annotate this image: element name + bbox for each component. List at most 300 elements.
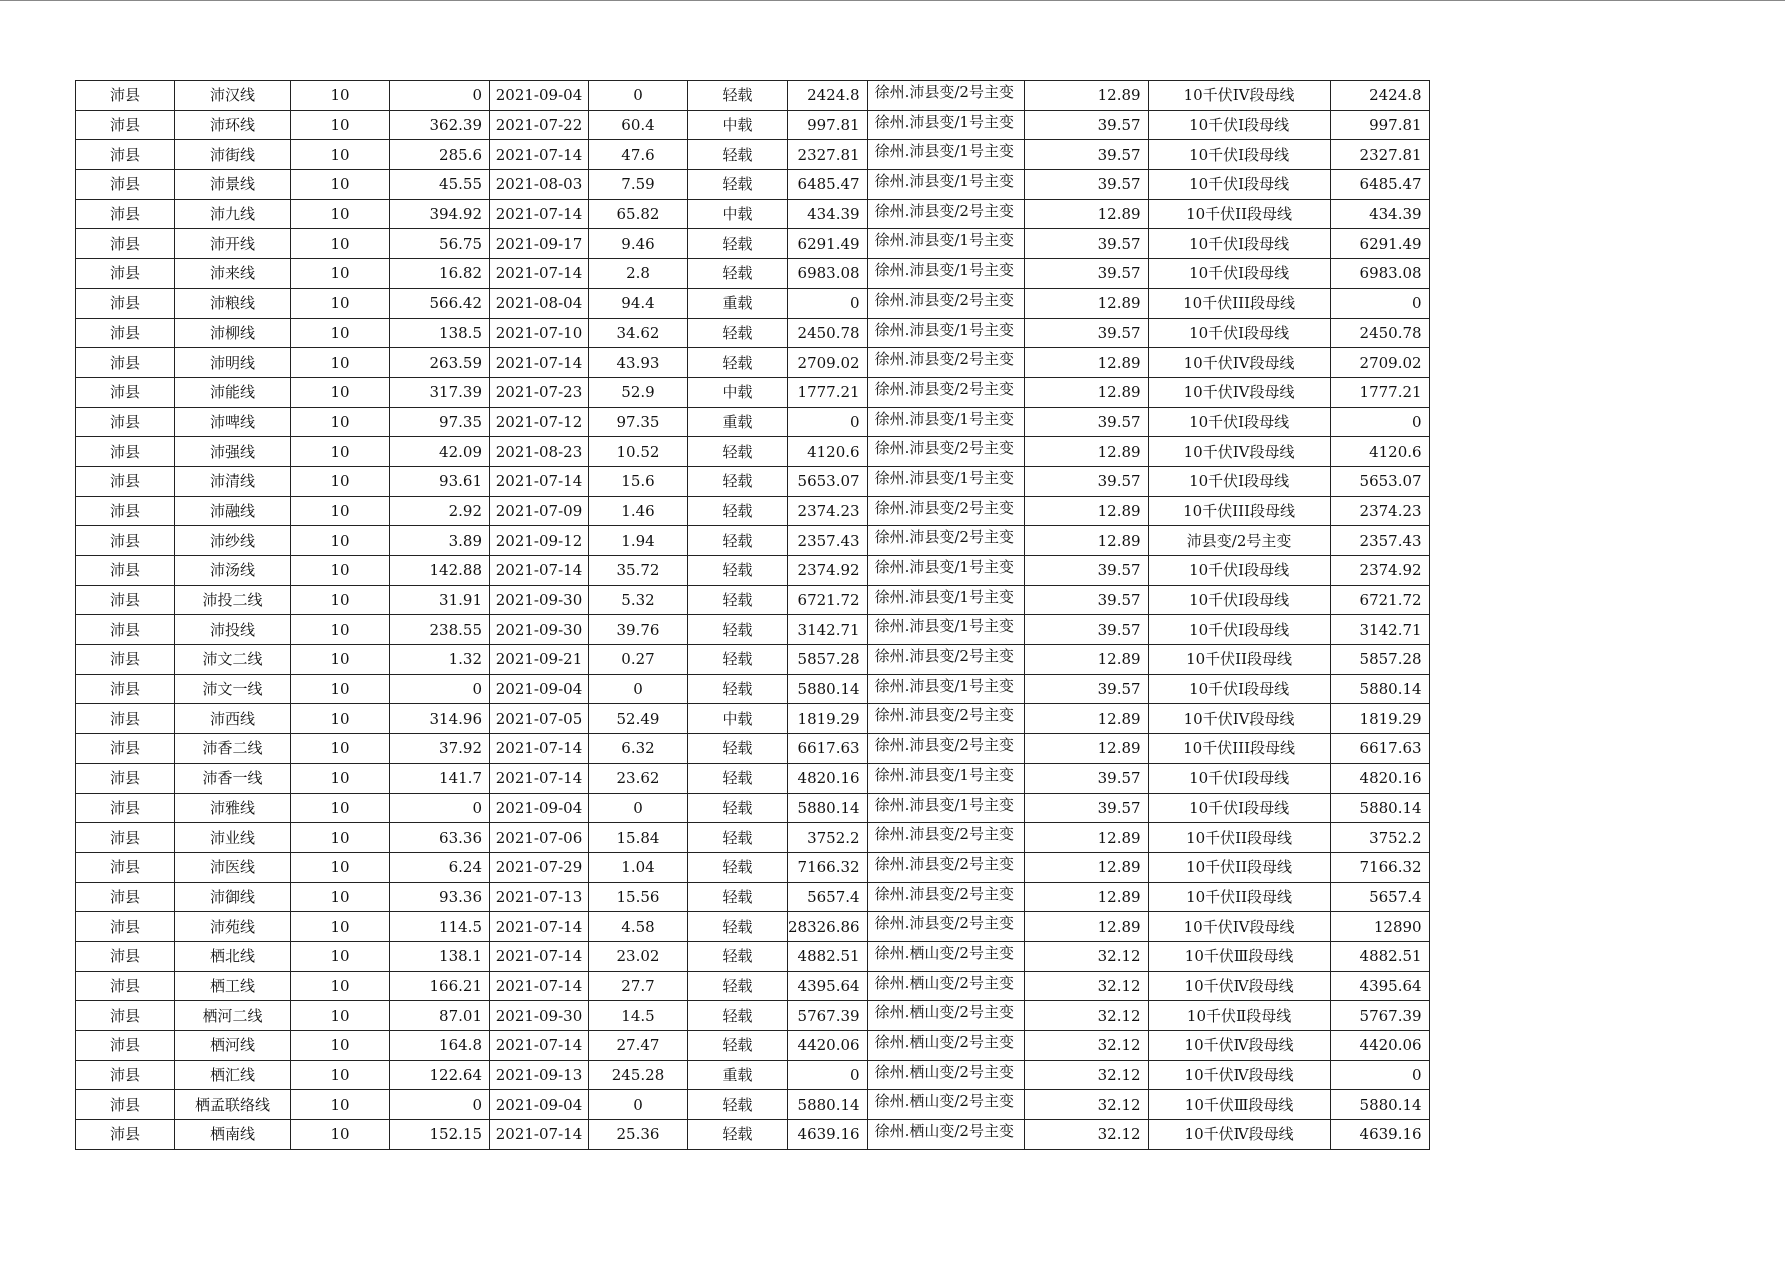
- busbar-cell: 10千伏II段母线: [1148, 823, 1330, 853]
- date-cell: 2021-07-14: [490, 912, 589, 942]
- line-name-cell: 沛业线: [175, 823, 291, 853]
- line-name-cell: 沛纱线: [175, 526, 291, 556]
- value-cell: 31.91: [390, 585, 490, 615]
- load-status-cell: 轻载: [688, 674, 788, 704]
- load-status-cell: 轻载: [688, 81, 788, 111]
- county-cell: 沛县: [76, 318, 175, 348]
- substation-cell: [867, 1090, 1024, 1120]
- table-row: [76, 1031, 1430, 1061]
- busbar-cell: 10千伏Ⅲ段母线: [1148, 1090, 1330, 1120]
- value-cell: 166.21: [390, 971, 490, 1001]
- capacity-cell: 5880.14: [788, 674, 868, 704]
- substation-cell: [867, 763, 1024, 793]
- table-row: [76, 81, 1430, 111]
- rate-cell: 1.04: [589, 852, 688, 882]
- line-name-cell: 沛啤线: [175, 407, 291, 437]
- date-cell: 2021-09-04: [490, 674, 589, 704]
- rate-cell: 25.36: [589, 1120, 688, 1150]
- value-cell: 93.36: [390, 882, 490, 912]
- substation-text: 徐州.沛县变/2号主变: [874, 528, 1014, 547]
- substation-cell: [867, 377, 1024, 407]
- load-status-cell: 轻载: [688, 941, 788, 971]
- table-row: [76, 971, 1430, 1001]
- page-top-rule: [0, 0, 1785, 1]
- available-capacity-cell: 4639.16: [1330, 1120, 1429, 1150]
- capacity-cell: 4420.06: [788, 1031, 868, 1061]
- load-status-cell: 中载: [688, 199, 788, 229]
- capacity-cell: 2374.23: [788, 496, 868, 526]
- substation-cell: [867, 674, 1024, 704]
- county-cell: 沛县: [76, 823, 175, 853]
- value-cell: 362.39: [390, 110, 490, 140]
- rate-cell: 1.94: [589, 526, 688, 556]
- date-cell: 2021-07-10: [490, 318, 589, 348]
- busbar-cell: 10千伏Ⅳ段母线: [1148, 1031, 1330, 1061]
- busbar-cell: 10千伏Ⅰ段母线: [1148, 763, 1330, 793]
- capacity-cell: 3752.2: [788, 823, 868, 853]
- value-cell: 152.15: [390, 1120, 490, 1150]
- available-capacity-cell: 5880.14: [1330, 1090, 1429, 1120]
- substation-cell: [867, 170, 1024, 200]
- value-cell: 97.35: [390, 407, 490, 437]
- county-cell: 沛县: [76, 556, 175, 586]
- voltage-cell: 10: [291, 1001, 390, 1031]
- county-cell: 沛县: [76, 140, 175, 170]
- county-cell: 沛县: [76, 288, 175, 318]
- date-cell: 2021-09-17: [490, 229, 589, 259]
- capacity-cell: 6721.72: [788, 585, 868, 615]
- transformer-value-cell: 32.12: [1024, 971, 1148, 1001]
- available-capacity-cell: 2424.8: [1330, 81, 1429, 111]
- substation-cell: [867, 259, 1024, 289]
- rate-cell: 245.28: [589, 1060, 688, 1090]
- value-cell: 6.24: [390, 852, 490, 882]
- rate-cell: 52.9: [589, 377, 688, 407]
- load-status-cell: 轻载: [688, 1090, 788, 1120]
- line-name-cell: 栖南线: [175, 1120, 291, 1150]
- date-cell: 2021-07-14: [490, 734, 589, 764]
- busbar-cell: 10千伏Ⅳ段母线: [1148, 1120, 1330, 1150]
- table-row: [76, 704, 1430, 734]
- load-status-cell: 轻载: [688, 348, 788, 378]
- data-table: [75, 80, 1430, 1150]
- substation-cell: [867, 1120, 1024, 1150]
- transformer-value-cell: 12.89: [1024, 852, 1148, 882]
- capacity-cell: 1819.29: [788, 704, 868, 734]
- available-capacity-cell: 1777.21: [1330, 377, 1429, 407]
- substation-text: 徐州.沛县变/2号主变: [874, 498, 1014, 517]
- substation-cell: [867, 912, 1024, 942]
- substation-text: 徐州.沛县变/1号主变: [874, 172, 1014, 191]
- busbar-cell: 10千伏IV段母线: [1148, 912, 1330, 942]
- line-name-cell: 沛九线: [175, 199, 291, 229]
- substation-cell: [867, 585, 1024, 615]
- substation-text: 徐州.沛县变/2号主变: [874, 290, 1014, 309]
- county-cell: 沛县: [76, 941, 175, 971]
- value-cell: 317.39: [390, 377, 490, 407]
- table-row: [76, 734, 1430, 764]
- substation-text: 徐州.沛县变/2号主变: [874, 914, 1014, 933]
- substation-text: 徐州.沛县变/1号主变: [874, 617, 1014, 636]
- date-cell: 2021-07-14: [490, 466, 589, 496]
- value-cell: 138.5: [390, 318, 490, 348]
- capacity-cell: 6291.49: [788, 229, 868, 259]
- substation-text: 徐州.栖山变/2号主变: [874, 1003, 1014, 1022]
- capacity-cell: 5767.39: [788, 1001, 868, 1031]
- substation-cell: [867, 110, 1024, 140]
- substation-cell: [867, 793, 1024, 823]
- date-cell: 2021-07-14: [490, 941, 589, 971]
- table-row: [76, 526, 1430, 556]
- date-cell: 2021-09-21: [490, 645, 589, 675]
- available-capacity-cell: 5653.07: [1330, 466, 1429, 496]
- substation-cell: [867, 852, 1024, 882]
- value-cell: 0: [390, 81, 490, 111]
- available-capacity-cell: 5657.4: [1330, 882, 1429, 912]
- voltage-cell: 10: [291, 912, 390, 942]
- substation-cell: [867, 941, 1024, 971]
- transformer-value-cell: 32.12: [1024, 1001, 1148, 1031]
- rate-cell: 52.49: [589, 704, 688, 734]
- busbar-cell: 10千伏Ⅰ段母线: [1148, 110, 1330, 140]
- substation-cell: [867, 407, 1024, 437]
- substation-text: 徐州.沛县变/1号主变: [874, 468, 1014, 487]
- line-name-cell: 沛苑线: [175, 912, 291, 942]
- transformer-value-cell: 12.89: [1024, 437, 1148, 467]
- busbar-cell: 10千伏IV段母线: [1148, 81, 1330, 111]
- load-status-cell: 中载: [688, 704, 788, 734]
- capacity-cell: 5880.14: [788, 793, 868, 823]
- value-cell: 37.92: [390, 734, 490, 764]
- table-row: [76, 1060, 1430, 1090]
- substation-text: 徐州.沛县变/2号主变: [874, 83, 1014, 101]
- available-capacity-cell: 4820.16: [1330, 763, 1429, 793]
- county-cell: 沛县: [76, 971, 175, 1001]
- capacity-cell: 2327.81: [788, 140, 868, 170]
- date-cell: 2021-08-03: [490, 170, 589, 200]
- transformer-value-cell: 39.57: [1024, 140, 1148, 170]
- load-status-cell: 轻载: [688, 229, 788, 259]
- substation-cell: [867, 556, 1024, 586]
- line-name-cell: 沛景线: [175, 170, 291, 200]
- busbar-cell: 10千伏Ⅲ段母线: [1148, 941, 1330, 971]
- line-name-cell: 栖河二线: [175, 1001, 291, 1031]
- capacity-cell: 4639.16: [788, 1120, 868, 1150]
- rate-cell: 0: [589, 674, 688, 704]
- line-name-cell: 沛投二线: [175, 585, 291, 615]
- line-name-cell: 沛医线: [175, 852, 291, 882]
- rate-cell: 14.5: [589, 1001, 688, 1031]
- voltage-cell: 10: [291, 318, 390, 348]
- date-cell: 2021-09-13: [490, 1060, 589, 1090]
- rate-cell: 10.52: [589, 437, 688, 467]
- value-cell: 285.6: [390, 140, 490, 170]
- voltage-cell: 10: [291, 615, 390, 645]
- county-cell: 沛县: [76, 199, 175, 229]
- load-status-cell: 轻载: [688, 615, 788, 645]
- capacity-cell: 5657.4: [788, 882, 868, 912]
- load-status-cell: 轻载: [688, 318, 788, 348]
- voltage-cell: 10: [291, 170, 390, 200]
- rate-cell: 9.46: [589, 229, 688, 259]
- available-capacity-cell: 5767.39: [1330, 1001, 1429, 1031]
- transformer-value-cell: 12.89: [1024, 704, 1148, 734]
- voltage-cell: 10: [291, 793, 390, 823]
- substation-text: 徐州.沛县变/1号主变: [874, 558, 1014, 576]
- date-cell: 2021-09-12: [490, 526, 589, 556]
- voltage-cell: 10: [291, 437, 390, 467]
- transformer-value-cell: 12.89: [1024, 645, 1148, 675]
- available-capacity-cell: 2327.81: [1330, 140, 1429, 170]
- date-cell: 2021-08-04: [490, 288, 589, 318]
- date-cell: 2021-07-12: [490, 407, 589, 437]
- rate-cell: 5.32: [589, 585, 688, 615]
- busbar-cell: 10千伏Ⅰ段母线: [1148, 466, 1330, 496]
- county-cell: 沛县: [76, 763, 175, 793]
- value-cell: 138.1: [390, 941, 490, 971]
- date-cell: 2021-08-23: [490, 437, 589, 467]
- value-cell: 63.36: [390, 823, 490, 853]
- capacity-cell: 2424.8: [788, 81, 868, 111]
- rate-cell: 27.47: [589, 1031, 688, 1061]
- substation-text: 徐州.沛县变/1号主变: [874, 142, 1014, 161]
- rate-cell: 2.8: [589, 259, 688, 289]
- transformer-value-cell: 12.89: [1024, 348, 1148, 378]
- capacity-cell: 2709.02: [788, 348, 868, 378]
- load-status-cell: 轻载: [688, 526, 788, 556]
- substation-text: 徐州.沛县变/2号主变: [874, 379, 1014, 398]
- table-row: [76, 556, 1430, 586]
- value-cell: 93.61: [390, 466, 490, 496]
- table-row: [76, 229, 1430, 259]
- date-cell: 2021-09-04: [490, 793, 589, 823]
- load-status-cell: 轻载: [688, 645, 788, 675]
- date-cell: 2021-09-30: [490, 585, 589, 615]
- available-capacity-cell: 2374.23: [1330, 496, 1429, 526]
- available-capacity-cell: 1819.29: [1330, 704, 1429, 734]
- table-row: [76, 288, 1430, 318]
- capacity-cell: 5880.14: [788, 1090, 868, 1120]
- substation-text: 徐州.沛县变/1号主变: [874, 261, 1014, 280]
- date-cell: 2021-07-14: [490, 1031, 589, 1061]
- county-cell: 沛县: [76, 81, 175, 111]
- busbar-cell: 10千伏III段母线: [1148, 496, 1330, 526]
- capacity-cell: 6485.47: [788, 170, 868, 200]
- rate-cell: 23.62: [589, 763, 688, 793]
- voltage-cell: 10: [291, 823, 390, 853]
- available-capacity-cell: 6721.72: [1330, 585, 1429, 615]
- date-cell: 2021-07-14: [490, 348, 589, 378]
- table-row: [76, 645, 1430, 675]
- substation-text: 徐州.沛县变/1号主变: [874, 112, 1014, 131]
- busbar-cell: 10千伏II段母线: [1148, 645, 1330, 675]
- load-status-cell: 轻载: [688, 1031, 788, 1061]
- busbar-cell: 10千伏Ⅰ段母线: [1148, 556, 1330, 586]
- load-status-cell: 重载: [688, 407, 788, 437]
- load-status-cell: 轻载: [688, 259, 788, 289]
- substation-text: 徐州.沛县变/1号主变: [874, 320, 1014, 339]
- county-cell: 沛县: [76, 1120, 175, 1150]
- substation-cell: [867, 1001, 1024, 1031]
- line-name-cell: 沛强线: [175, 437, 291, 467]
- transformer-value-cell: 32.12: [1024, 1060, 1148, 1090]
- table-row: [76, 466, 1430, 496]
- rate-cell: 47.6: [589, 140, 688, 170]
- county-cell: 沛县: [76, 1060, 175, 1090]
- county-cell: 沛县: [76, 229, 175, 259]
- voltage-cell: 10: [291, 377, 390, 407]
- value-cell: 114.5: [390, 912, 490, 942]
- date-cell: 2021-07-14: [490, 971, 589, 1001]
- busbar-cell: 10千伏Ⅰ段母线: [1148, 140, 1330, 170]
- county-cell: 沛县: [76, 259, 175, 289]
- busbar-cell: 10千伏Ⅱ段母线: [1148, 1001, 1330, 1031]
- value-cell: 56.75: [390, 229, 490, 259]
- transformer-value-cell: 12.89: [1024, 882, 1148, 912]
- available-capacity-cell: 6983.08: [1330, 259, 1429, 289]
- transformer-value-cell: 12.89: [1024, 377, 1148, 407]
- value-cell: 16.82: [390, 259, 490, 289]
- table-row: [76, 763, 1430, 793]
- rate-cell: 94.4: [589, 288, 688, 318]
- county-cell: 沛县: [76, 704, 175, 734]
- voltage-cell: 10: [291, 645, 390, 675]
- county-cell: 沛县: [76, 852, 175, 882]
- line-name-cell: 沛柳线: [175, 318, 291, 348]
- capacity-cell: 2374.92: [788, 556, 868, 586]
- substation-cell: [867, 288, 1024, 318]
- county-cell: 沛县: [76, 1031, 175, 1061]
- transformer-value-cell: 39.57: [1024, 170, 1148, 200]
- table-row: [76, 407, 1430, 437]
- voltage-cell: 10: [291, 882, 390, 912]
- county-cell: 沛县: [76, 1001, 175, 1031]
- substation-cell: [867, 140, 1024, 170]
- available-capacity-cell: 2709.02: [1330, 348, 1429, 378]
- table-row: [76, 110, 1430, 140]
- busbar-cell: 10千伏IV段母线: [1148, 377, 1330, 407]
- county-cell: 沛县: [76, 407, 175, 437]
- date-cell: 2021-09-30: [490, 615, 589, 645]
- rate-cell: 0: [589, 1090, 688, 1120]
- substation-text: 徐州.沛县变/1号主变: [874, 231, 1014, 250]
- value-cell: 164.8: [390, 1031, 490, 1061]
- substation-text: 徐州.沛县变/2号主变: [874, 439, 1014, 458]
- table-body: [76, 81, 1430, 1150]
- substation-text: 徐州.沛县变/1号主变: [874, 765, 1014, 784]
- table-row: [76, 674, 1430, 704]
- capacity-cell: 1777.21: [788, 377, 868, 407]
- rate-cell: 0: [589, 793, 688, 823]
- available-capacity-cell: 997.81: [1330, 110, 1429, 140]
- date-cell: 2021-07-13: [490, 882, 589, 912]
- substation-cell: [867, 971, 1024, 1001]
- line-name-cell: 沛香二线: [175, 734, 291, 764]
- load-status-cell: 轻载: [688, 734, 788, 764]
- available-capacity-cell: 12890: [1330, 912, 1429, 942]
- table-row: [76, 1120, 1430, 1150]
- substation-cell: [867, 229, 1024, 259]
- county-cell: 沛县: [76, 674, 175, 704]
- capacity-cell: 2450.78: [788, 318, 868, 348]
- transformer-value-cell: 39.57: [1024, 585, 1148, 615]
- substation-text: 徐州.栖山变/2号主变: [874, 973, 1014, 992]
- capacity-cell: 997.81: [788, 110, 868, 140]
- transformer-value-cell: 39.57: [1024, 407, 1148, 437]
- capacity-cell: 0: [788, 1060, 868, 1090]
- capacity-cell: 28326.86: [788, 912, 868, 942]
- load-status-cell: 中载: [688, 377, 788, 407]
- transformer-value-cell: 39.57: [1024, 793, 1148, 823]
- busbar-cell: 10千伏II段母线: [1148, 852, 1330, 882]
- value-cell: 1.32: [390, 645, 490, 675]
- capacity-cell: 434.39: [788, 199, 868, 229]
- voltage-cell: 10: [291, 81, 390, 111]
- transformer-value-cell: 32.12: [1024, 1120, 1148, 1150]
- date-cell: 2021-07-14: [490, 140, 589, 170]
- available-capacity-cell: 5880.14: [1330, 793, 1429, 823]
- county-cell: 沛县: [76, 882, 175, 912]
- voltage-cell: 10: [291, 1060, 390, 1090]
- table-row: [76, 882, 1430, 912]
- date-cell: 2021-09-04: [490, 1090, 589, 1120]
- value-cell: 87.01: [390, 1001, 490, 1031]
- rate-cell: 43.93: [589, 348, 688, 378]
- date-cell: 2021-09-30: [490, 1001, 589, 1031]
- value-cell: 0: [390, 793, 490, 823]
- load-status-cell: 轻载: [688, 496, 788, 526]
- load-status-cell: 轻载: [688, 556, 788, 586]
- table-row: [76, 348, 1430, 378]
- busbar-cell: 10千伏Ⅳ段母线: [1148, 971, 1330, 1001]
- voltage-cell: 10: [291, 407, 390, 437]
- busbar-cell: 10千伏III段母线: [1148, 288, 1330, 318]
- date-cell: 2021-07-29: [490, 852, 589, 882]
- voltage-cell: 10: [291, 1090, 390, 1120]
- substation-text: 徐州.沛县变/2号主变: [874, 884, 1014, 903]
- busbar-cell: 10千伏III段母线: [1148, 734, 1330, 764]
- transformer-value-cell: 39.57: [1024, 763, 1148, 793]
- date-cell: 2021-07-14: [490, 763, 589, 793]
- capacity-cell: 6983.08: [788, 259, 868, 289]
- transformer-value-cell: 12.89: [1024, 526, 1148, 556]
- available-capacity-cell: 0: [1330, 1060, 1429, 1090]
- load-status-cell: 轻载: [688, 437, 788, 467]
- value-cell: 3.89: [390, 526, 490, 556]
- table-row: [76, 437, 1430, 467]
- transformer-value-cell: 39.57: [1024, 318, 1148, 348]
- county-cell: 沛县: [76, 466, 175, 496]
- available-capacity-cell: 0: [1330, 407, 1429, 437]
- transformer-value-cell: 12.89: [1024, 496, 1148, 526]
- value-cell: 314.96: [390, 704, 490, 734]
- county-cell: 沛县: [76, 437, 175, 467]
- capacity-cell: 4882.51: [788, 941, 868, 971]
- substation-text: 徐州.栖山变/2号主变: [874, 1092, 1014, 1111]
- capacity-cell: 5653.07: [788, 466, 868, 496]
- rate-cell: 1.46: [589, 496, 688, 526]
- transformer-value-cell: 32.12: [1024, 1031, 1148, 1061]
- substation-text: 徐州.栖山变/2号主变: [874, 943, 1014, 962]
- line-name-cell: 沛西线: [175, 704, 291, 734]
- transformer-value-cell: 39.57: [1024, 110, 1148, 140]
- available-capacity-cell: 4420.06: [1330, 1031, 1429, 1061]
- substation-text: 徐州.沛县变/2号主变: [874, 350, 1014, 369]
- value-cell: 0: [390, 1090, 490, 1120]
- load-status-cell: 轻载: [688, 793, 788, 823]
- busbar-cell: 10千伏Ⅳ段母线: [1148, 1060, 1330, 1090]
- load-status-cell: 轻载: [688, 912, 788, 942]
